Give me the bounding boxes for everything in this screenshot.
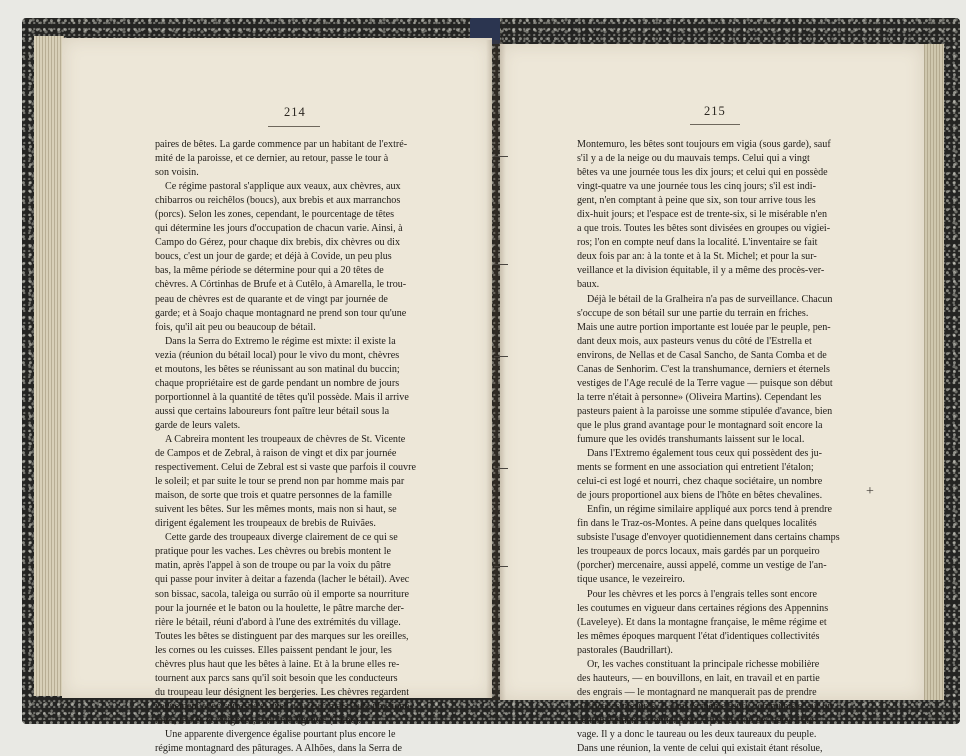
text-line: suivent les bêtes. Sur les mêmes monts, mais non si haut, se [155, 504, 397, 516]
text-line: chèvres plus haut que les bêtes à laine. Et à la brune elles re- [155, 658, 400, 670]
text-line: dant deux mois, aux pasteurs venus du côté de l'Estrella et [577, 335, 812, 347]
text-line: et moutons, les bêtes se réunissant au son matinal du buccin; [155, 363, 400, 375]
text-line: s'occupe de son bétail sur une partie du terrain en friches. [577, 307, 809, 319]
text-line: Enfin, un régime similaire appliqué aux porcs tend à prendre [587, 504, 832, 516]
text-line: chèvres. A Córtinhas de Brufe et à Cutêlo, à Amarella, le trou- [155, 279, 407, 291]
text-line: d'efficaces mesures, et dans le même esprit communiste, sur un [577, 700, 833, 712]
text-line: vingt-quatre va une journée tous les cinq jours; s'il est indi- [577, 181, 816, 193]
text-line: subsiste l'usage d'envoyer quotidiennement dans certains champs [577, 532, 840, 544]
gutter-tick [494, 566, 508, 567]
text-line: porportionnel à la quantité de têtes qu'il possède. Mais il arrive [155, 391, 409, 403]
gutter-tick [494, 356, 508, 357]
text-line: Canas de Senhorim. C'est la transhumance, derniers et éternels [577, 363, 830, 375]
text-line: Déjà le bétail de la Gralheira n'a pas de surveillance. Chacun [587, 293, 833, 305]
text-line: Dans la Serra do Extremo le régime est mixte: il existe la [165, 335, 396, 347]
left-page-number: 214 [284, 105, 306, 119]
text-line: peau de chèvres est de quarante et de vingt par journée de [155, 293, 388, 305]
text-line: Campo do Gérez, pour chaque dix brebis, dix chèvres ou dix [155, 237, 400, 249]
pencil-plus-mark: + [866, 484, 874, 499]
text-line: Une apparente divergence égalise pourtant plus encore le [165, 728, 396, 740]
text-line: Pour les chèvres et les porcs à l'engrais telles sont encore [587, 588, 817, 600]
page-edges-right [922, 44, 944, 700]
text-line: chibarros ou reichêlos (boucs), aux brebis et aux marranchos [155, 195, 401, 207]
text-line: paires de bêtes. La garde commence par un habitant de l'extré- [155, 139, 408, 150]
right-header-rule [690, 124, 740, 125]
text-line: bêtes va une journée tous les dix jours; et celui qui en possède [577, 167, 828, 179]
text-line: des hauteurs, — en bouvillons, en lait, en travail et en partie [577, 672, 820, 684]
text-line: Dans une réunion, la vente de celui qui existait étant résolue, [577, 743, 823, 755]
gutter-tick [494, 264, 508, 265]
text-line: Montemuro, les bêtes sont toujours em vigia (sous garde), sauf [577, 139, 831, 150]
text-line: mies, tristes et résignées, sont intelligentes (Taine). [155, 714, 361, 726]
text-line: les troupeaux de porcs locaux, mais gardés par un porqueiro [577, 546, 820, 558]
text-line: (porcs). Selon les zones, cependant, le pourcentage de têtes [155, 209, 395, 221]
text-line: des engrais — le montagnard ne manquerait pas de prendre [577, 686, 817, 698]
text-line: garde; et à Soajo chaque montagnard ne prend son tour qu'une [155, 307, 407, 319]
right-text-column [577, 138, 853, 756]
text-line: ros; l'on en compte neuf dans la localité. L'inventaire se fait [577, 237, 818, 249]
text-line: Ce régime pastoral s'applique aux veaux, aux chèvres, aux [165, 181, 401, 193]
text-line: Dans l'Extremo également tous ceux qui possèdent des ju- [587, 448, 823, 460]
text-line: garde de leurs valets. [155, 419, 241, 431]
text-line: aussi que certains laboureurs font paître leur bétail sous la [155, 405, 390, 417]
text-line: ments se forment en une association qui entretient l'étalon; [577, 462, 814, 474]
text-line: fumure que les ovidés transhumants laissent sur le local. [577, 433, 805, 445]
text-line: la terre n'était à personne» (Oliveira Martins). Cependant les [577, 391, 822, 403]
text-line: matin, après l'appel à son de troupe ou par la voix du pâtre [155, 560, 391, 572]
text-line: veillance et la division équitable, il y a même des procès-ver- [577, 265, 825, 277]
text-line: deux fois par an: à la tonte et à la St. Michel; et pour la sur- [577, 251, 817, 263]
text-line: vaguement avec curiosité et avec douceur; mais leurs physiono- [155, 700, 413, 712]
text-line: gent, n'en comptant à peine que six, son tour arrive tous les [577, 195, 816, 207]
text-line: Cette garde des troupeaux diverge clairement de ce qui se [165, 532, 398, 544]
text-line: dix-huit jours; et l'espace est de trente-six, si le misérable n'en [577, 209, 828, 221]
book-gutter [486, 40, 506, 700]
text-line: baux. [577, 279, 600, 291]
text-line: Mais une autre portion importante est louée par le peuple, pen- [577, 321, 831, 333]
text-line: les cornes ou les cuisses. Elles paissent pendant le jour, les [155, 644, 392, 656]
text-line: rière le bétail, réuni d'abord à l'une des extrémités du village. [155, 616, 401, 628]
text-line: de Campos et de Zebral, à raison de vingt et dix par journée [155, 448, 397, 460]
text-line: vestiges de l'Age reculé de la Terre vague — puisque son début [577, 377, 833, 389]
text-line: de jours proportionel aux biens de l'hôte en bêtes chevalines. [577, 490, 823, 502]
text-line: qui passe pour inviter à deitar a fazenda (lacher le bétail). Avec [155, 574, 410, 586]
text-line: Toutes les bêtes se distinguent par des marques sur les oreilles, [155, 630, 409, 642]
text-line: tournent aux parcs sans qu'il soit besoin que les conducteurs [155, 672, 398, 684]
text-line: du troupeau leur désignent les bergeries. Les chèvres regardent [155, 686, 410, 698]
text-line: qui détermine les jours d'occupation de chacun varie. Ainsi, à [155, 223, 403, 235]
text-line: le soleil; et par suite le tour se prend non par homme mais par [155, 476, 405, 488]
page-edges-left [34, 36, 64, 696]
text-line: régime montagnard des pâturages. A Alhões, dans la Serra de [155, 743, 402, 755]
text-line: son voisin. [155, 167, 199, 179]
text-line: dirigent également les troupeaux de brebis de Ruivães. [155, 518, 376, 530]
text-line: boucs, c'est un jour de garde; et déjà à Covide, un peu plus [155, 251, 392, 263]
left-text-column [155, 138, 431, 756]
text-line: mité de la paroisse, et ce dernier, au retour, passe le tour à [155, 153, 389, 165]
left-header-rule [268, 126, 320, 127]
text-line: celui-ci est logé et nourri, chez chaque sociétaire, un nombre [577, 476, 823, 488]
text-line: certain élément essentiel pour la production des bêtes d'élé- [577, 714, 818, 726]
text-line: maison, de sorte que trois et quatre personnes de la famille [155, 490, 392, 502]
text-line: A Cabreira montent les troupeaux de chèvres de St. Vicente [165, 433, 406, 445]
text-line: pasteurs paient à la paroisse une somme stipulée d'avance, bien [577, 405, 833, 417]
text-line: (Laveleye). Et dans la montagne française, le même régime et [577, 616, 827, 628]
text-line: fin dans le Traz-os-Montes. A peine dans quelques localités [577, 518, 817, 530]
gutter-tick [494, 468, 508, 469]
text-line: (porcher) mercenaire, aussi appelé, comme un vestige de l'an- [577, 560, 827, 572]
text-line: vage. Il y a donc le taureau ou les deux taureaux du peuple. [577, 728, 817, 740]
text-line: s'il y a de la neige ou du mauvais temps. Celui qui a vingt [577, 153, 810, 165]
text-line: vezia (réunion du bétail local) pour le vivo du mont, chèvres [155, 349, 400, 361]
text-line: les mêmes époques marquent l'état d'identiques collectivités [577, 630, 820, 642]
text-line: bas, la même période se détermine pour qui a 20 têtes de [155, 265, 384, 277]
text-line: pratique pour les vaches. Les chèvres ou brebis montent le [155, 546, 392, 558]
text-line: son bissac, sacola, taleiga ou surrão où il emporte sa nourriture [155, 588, 409, 600]
right-page-number: 215 [704, 104, 726, 118]
text-line: chaque propriétaire est de garde pendant un nombre de jours [155, 377, 400, 389]
text-line: tique usance, le vezeireiro. [577, 574, 685, 586]
text-line: Or, les vaches constituant la principale richesse mobilière [587, 658, 820, 670]
text-line: a que trois. Toutes les bêtes sont divisées en groupes ou vigiei- [577, 223, 831, 235]
text-line: respectivement. Celui de Zebral est si vaste que parfois il couvre [155, 462, 416, 474]
gutter-tick [494, 156, 508, 157]
text-line: environs, de Nellas et de Casal Sancho, de Santa Comba et de [577, 349, 827, 361]
text-line: pastorales (Baudrillart). [577, 644, 673, 656]
text-line: fois, qu'il ait peu ou beaucoup de bétail. [155, 321, 316, 333]
text-line: les coutumes en vigueur dans certaines régions des Appennins [577, 602, 829, 614]
text-line: pour la journée et le baton ou la houlette, le pâtre marche der- [155, 602, 404, 614]
text-line: que le plus grand avantage pour le montagnard soit encore la [577, 419, 823, 431]
